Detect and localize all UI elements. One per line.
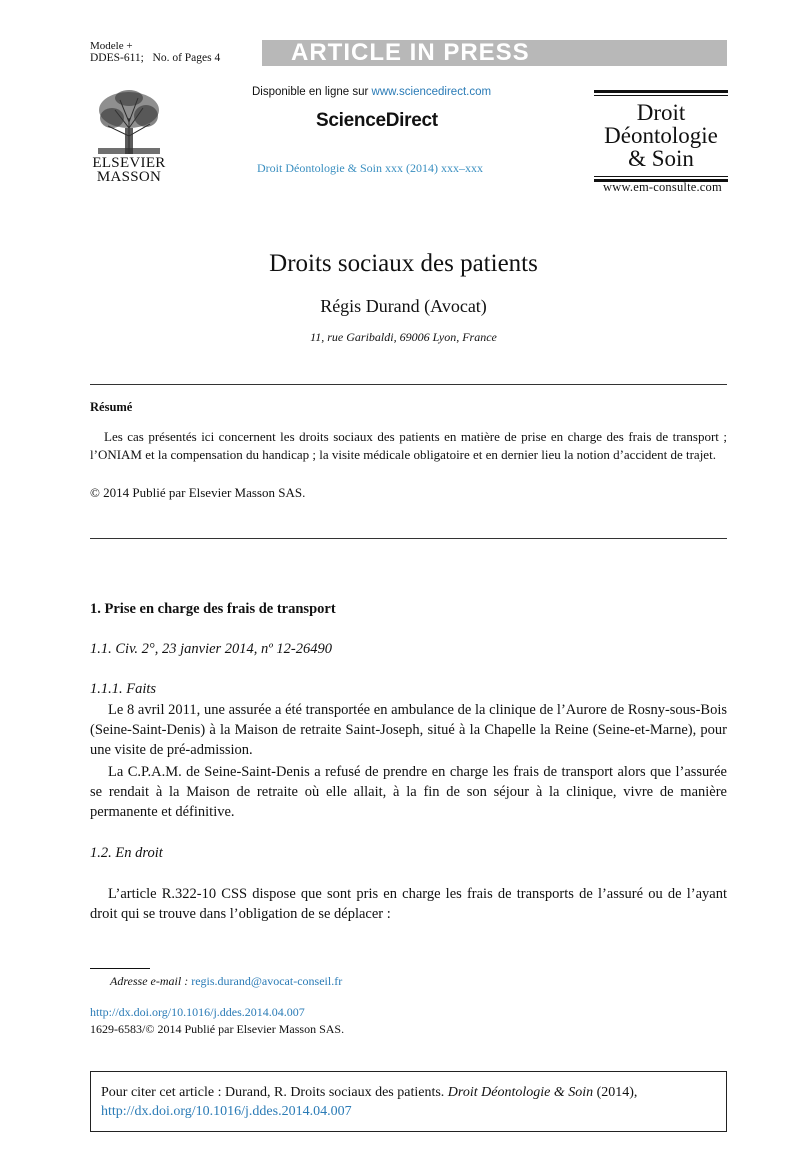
journal-title-line1: Droit [636, 100, 686, 125]
available-prefix: Disponible en ligne sur [252, 86, 372, 98]
journal-title-line3: & Soin [628, 146, 694, 171]
body-paragraph: L’article R.322-10 CSS dispose que sont pris en charge les frais de transports de l’assuré ou de l’ayant droit qui se trouve dans l’obligation de se déplacer : [90, 886, 727, 922]
citation-box [90, 1071, 727, 1132]
body-paragraph: La C.P.A.M. de Seine-Saint-Denis a refusé de prendre en charge les frais de transport alors que l’assurée se rendait à la Maison de retraite où elle allait, à la fin de son séjour à la clinique, vivre de manière permanente et définitive. [90, 764, 727, 820]
journal-box-title [594, 96, 728, 176]
page-count: No. of Pages 4 [152, 52, 221, 64]
journal-title-line2: Déontologie [604, 123, 718, 148]
abstract-copyright: © 2014 Publié par Elsevier Masson SAS. [90, 485, 306, 500]
sciencedirect-logo: ScienceDirect [316, 110, 438, 131]
abstract-text: Les cas présentés ici concernent les droits sociaux des patients en matière de prise en charge des frais de transport ; l’ONIAM et la compensation du handicap ; la visite médicale obligatoire et en dernier lieu la notion d’accident de trajet. [90, 429, 727, 462]
citation-prefix: Pour citer cet article : Durand, R. Droits sociaux des patients. [101, 1085, 448, 1100]
section-heading-1: 1. Prise en charge des frais de transport [90, 601, 336, 617]
journal-box-top-rule [594, 90, 728, 93]
article-author: Régis Durand (Avocat) [320, 296, 487, 316]
journal-citation-line: Droit Déontologie & Soin xxx (2014) xxx–xxx [257, 161, 483, 175]
author-address: 11, rue Garibaldi, 69006 Lyon, France [310, 330, 497, 344]
section-heading-1-1: 1.1. Civ. 2°, 23 janvier 2014, nº 12-26490 [90, 641, 333, 657]
ref-code: DDES-611; [90, 52, 144, 64]
journal-website[interactable]: www.em-consulte.com [603, 180, 722, 194]
journal-title-box [594, 90, 728, 182]
abstract-heading: Résumé [90, 400, 133, 414]
citation-doi-link[interactable]: http://dx.doi.org/10.1016/j.ddes.2014.04.007 [101, 1104, 352, 1119]
abstract-bottom-divider [90, 538, 727, 539]
logo-line-masson: MASSON [96, 169, 162, 185]
available-online [252, 86, 491, 98]
elsevier-tree-icon [90, 88, 168, 156]
citation-journal: Droit Déontologie & Soin [447, 1085, 594, 1100]
email-link[interactable]: regis.durand@avocat-conseil.fr [191, 974, 343, 988]
sciencedirect-link[interactable]: www.sciencedirect.com [371, 86, 492, 98]
abstract-top-divider [90, 384, 727, 385]
article-in-press-banner: ARTICLE IN PRESS [262, 40, 727, 66]
section-heading-1-1-1: 1.1.1. Faits [90, 681, 157, 697]
footnote-rule [90, 968, 150, 969]
doi-link[interactable]: http://dx.doi.org/10.1016/j.ddes.2014.04.007 [90, 1005, 305, 1019]
journal-box-bottom-thin-rule [594, 176, 728, 177]
citation-year: (2014), [593, 1085, 638, 1100]
elsevier-masson-logo [90, 88, 168, 190]
article-reference [90, 52, 220, 65]
section-heading-1-2: 1.2. En droit [90, 845, 163, 861]
email-label: Adresse e-mail : [110, 974, 192, 988]
logo-line-elsevier: ELSEVIER [92, 155, 166, 171]
model-label: Modele + [90, 40, 133, 52]
issn-copyright: 1629-6583/© 2014 Publié par Elsevier Masson SAS. [90, 1022, 345, 1036]
body-paragraph: Le 8 avril 2011, une assurée a été transportée en ambulance de la clinique de l’Aurore de Rosny-sous-Bois (Seine-Saint-Denis) à la Maison de retraite Saint-Joseph, situé à la Chapelle la Reine (Seine-et-Marne), pour une visite de pré-admission. [90, 702, 727, 758]
author-email [110, 974, 342, 989]
article-title: Droits sociaux des patients [269, 250, 538, 277]
